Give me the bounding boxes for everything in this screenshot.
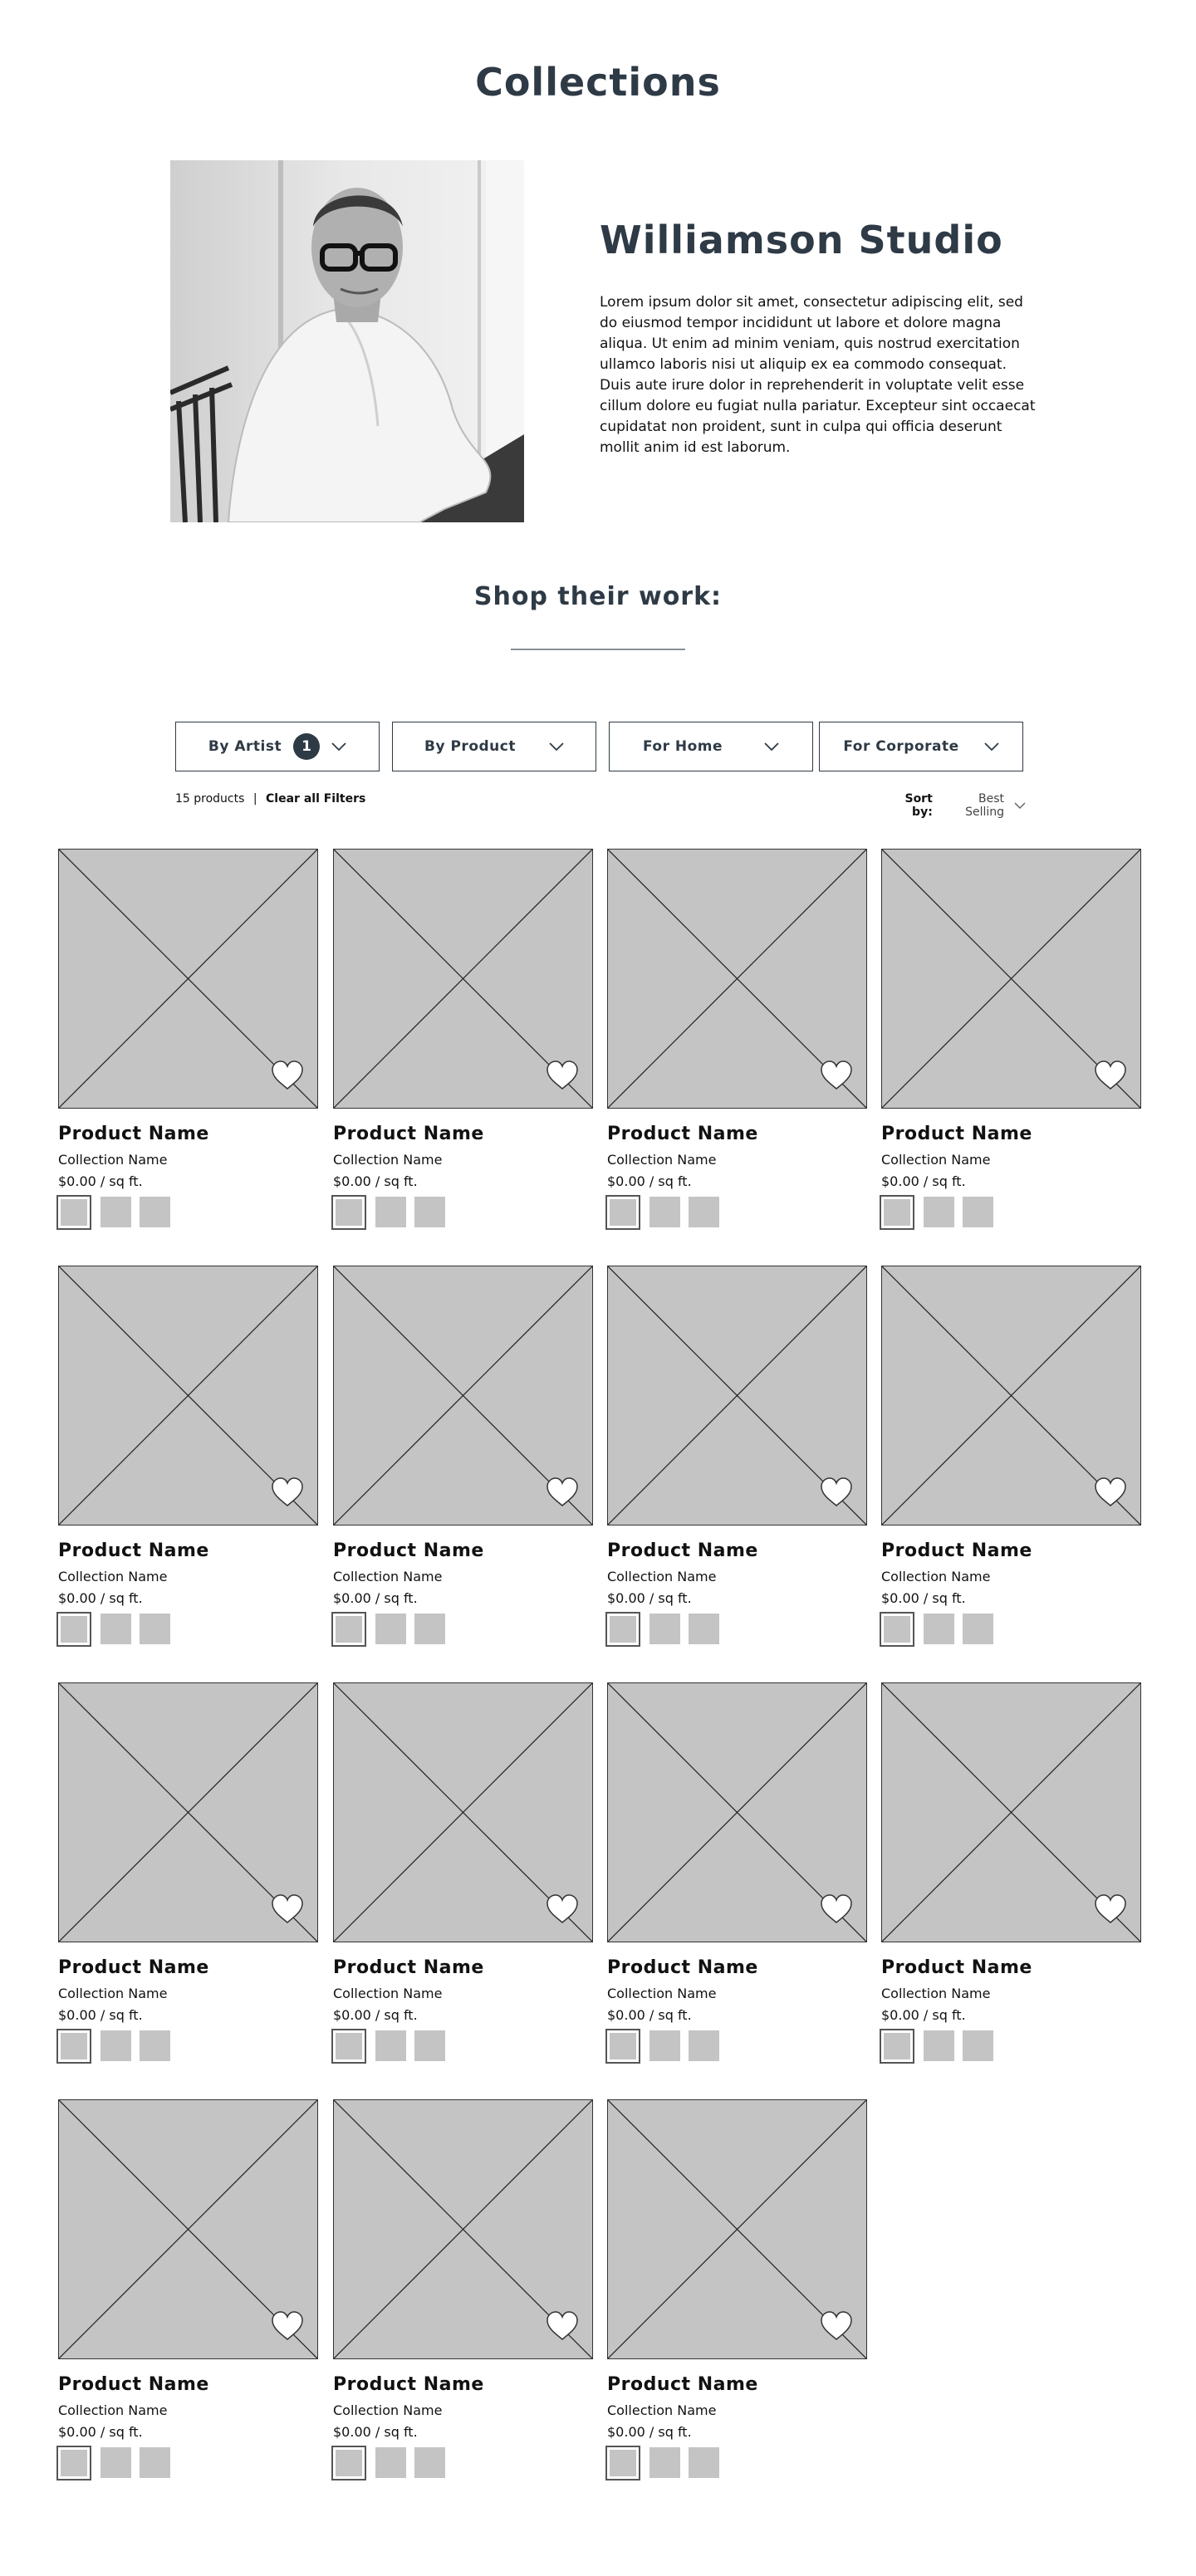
product-image-placeholder[interactable] (333, 1682, 593, 1942)
swatch[interactable] (924, 1197, 954, 1227)
swatch[interactable] (140, 1197, 170, 1227)
product-card[interactable] (333, 1266, 593, 1656)
swatch-selected[interactable] (605, 1195, 640, 1230)
product-name[interactable]: Product Name (881, 1540, 1032, 1561)
product-price: $0.00 / sq ft. (607, 2007, 692, 2023)
studio-description: Lorem ipsum dolor sit amet, consectetur adipiscing elit, sed do eiusmod tempor incididunt ut labore et dolore magna aliqua. Ut enim ad minim veniam, quis nostrud exercitation ullamco laboris nisi ut aliquip ex ea commodo consequat. Duis aute irure dolor in reprehenderit in voluptate velit esse cillum dolore eu fugiat nulla pariatur. Excepteur sint occaecat cupidatat non proident, sunt in culpa qui officia deserunt mollit anim id est laborum. (600, 294, 1036, 456)
swatch[interactable] (924, 2030, 954, 2061)
collection-name: Collection Name (607, 1986, 717, 2001)
product-price: $0.00 / sq ft. (58, 2424, 143, 2440)
product-card[interactable] (607, 849, 867, 1239)
product-image-placeholder[interactable] (333, 849, 593, 1109)
product-name[interactable]: Product Name (607, 1957, 758, 1978)
swatch[interactable] (689, 2447, 719, 2478)
collection-name: Collection Name (607, 2402, 717, 2418)
collection-name: Collection Name (58, 1152, 168, 1168)
swatch-selected[interactable] (605, 1612, 640, 1647)
heart-icon[interactable] (1094, 1893, 1127, 1925)
studio-name: Williamson Studio (600, 218, 1003, 262)
product-image-placeholder[interactable] (333, 2099, 593, 2359)
product-image-placeholder[interactable] (58, 1682, 318, 1942)
collection-name: Collection Name (58, 1986, 168, 2001)
swatch[interactable] (649, 2030, 680, 2061)
product-card[interactable] (881, 1682, 1141, 2073)
product-price: $0.00 / sq ft. (58, 1173, 143, 1189)
product-name[interactable]: Product Name (607, 1124, 758, 1144)
swatch-selected[interactable] (56, 2446, 91, 2481)
swatch[interactable] (414, 2447, 445, 2478)
filter-count-badge: 1 (293, 733, 320, 760)
swatch[interactable] (689, 2030, 719, 2061)
product-price: $0.00 / sq ft. (333, 2424, 418, 2440)
collection-name: Collection Name (881, 1569, 991, 1584)
heart-icon[interactable] (820, 1060, 853, 1091)
product-name[interactable]: Product Name (58, 1540, 209, 1561)
product-name[interactable]: Product Name (333, 2374, 484, 2395)
product-card[interactable] (881, 849, 1141, 1239)
product-price: $0.00 / sq ft. (58, 2007, 143, 2023)
product-image-placeholder[interactable] (881, 1682, 1141, 1942)
swatch[interactable] (100, 2447, 131, 2478)
collection-name: Collection Name (333, 2402, 443, 2418)
product-name[interactable]: Product Name (881, 1957, 1032, 1978)
swatch[interactable] (375, 2447, 406, 2478)
swatch-selected[interactable] (605, 2029, 640, 2064)
product-image-placeholder[interactable] (58, 2099, 318, 2359)
collection-name: Collection Name (333, 1986, 443, 2001)
swatch[interactable] (649, 1614, 680, 1644)
swatch[interactable] (963, 1197, 993, 1227)
product-name[interactable]: Product Name (333, 1540, 484, 1561)
product-price: $0.00 / sq ft. (881, 1590, 966, 1606)
product-card[interactable] (58, 1682, 318, 2073)
product-card[interactable] (333, 1682, 593, 2073)
collection-name: Collection Name (881, 1986, 991, 2001)
swatch-selected[interactable] (880, 2029, 914, 2064)
product-price: $0.00 / sq ft. (607, 1173, 692, 1189)
collection-name: Collection Name (58, 1569, 168, 1584)
swatch[interactable] (689, 1614, 719, 1644)
swatch[interactable] (689, 1197, 719, 1227)
product-name[interactable]: Product Name (58, 2374, 209, 2395)
swatch[interactable] (414, 2030, 445, 2061)
swatch-selected[interactable] (331, 1612, 366, 1647)
swatch-selected[interactable] (331, 1195, 366, 1230)
product-card[interactable] (607, 1266, 867, 1656)
product-name[interactable]: Product Name (607, 1540, 758, 1561)
heart-icon[interactable] (546, 1893, 579, 1925)
heart-icon[interactable] (820, 2310, 853, 2342)
heart-icon[interactable] (271, 1893, 304, 1925)
swatch[interactable] (414, 1197, 445, 1227)
swatch-selected[interactable] (56, 2029, 91, 2064)
product-card[interactable] (333, 2099, 593, 2490)
product-name[interactable]: Product Name (607, 2374, 758, 2395)
product-image-placeholder[interactable] (333, 1266, 593, 1526)
collection-name: Collection Name (881, 1152, 991, 1168)
swatch-selected[interactable] (880, 1195, 914, 1230)
product-card[interactable] (881, 1266, 1141, 1656)
sort-value: Best Selling (965, 792, 1005, 819)
page-title: Collections (475, 60, 721, 105)
swatch[interactable] (375, 1197, 406, 1227)
product-price: $0.00 / sq ft. (881, 1173, 966, 1189)
heart-icon[interactable] (546, 2310, 579, 2342)
swatch[interactable] (100, 1197, 131, 1227)
product-name[interactable]: Product Name (58, 1124, 209, 1144)
product-name[interactable]: Product Name (881, 1124, 1032, 1144)
swatch[interactable] (649, 1197, 680, 1227)
swatch-selected[interactable] (56, 1195, 91, 1230)
product-card[interactable] (58, 2099, 318, 2490)
product-name[interactable]: Product Name (58, 1957, 209, 1978)
heart-icon[interactable] (546, 1477, 579, 1508)
swatch[interactable] (140, 2030, 170, 2061)
product-price: $0.00 / sq ft. (607, 2424, 692, 2440)
swatch[interactable] (414, 1614, 445, 1644)
filter-label: For Corporate (843, 738, 959, 755)
product-image-placeholder[interactable] (881, 1266, 1141, 1526)
product-price: $0.00 / sq ft. (607, 1590, 692, 1606)
collection-name: Collection Name (607, 1569, 717, 1584)
swatch[interactable] (140, 1614, 170, 1644)
product-image-placeholder[interactable] (607, 849, 867, 1109)
swatch[interactable] (375, 2030, 406, 2061)
swatch[interactable] (100, 2030, 131, 2061)
separator: | (252, 792, 257, 806)
heart-icon[interactable] (1094, 1477, 1127, 1508)
product-card[interactable] (607, 2099, 867, 2490)
product-name[interactable]: Product Name (333, 1124, 484, 1144)
collection-name: Collection Name (333, 1569, 443, 1584)
product-image-placeholder[interactable] (58, 849, 318, 1109)
heart-icon[interactable] (271, 1477, 304, 1508)
product-card[interactable] (58, 1266, 318, 1656)
heart-icon[interactable] (820, 1477, 853, 1508)
product-image-placeholder[interactable] (881, 849, 1141, 1109)
product-image-placeholder[interactable] (607, 2099, 867, 2359)
filter-label: For Home (642, 738, 723, 755)
swatch[interactable] (963, 1614, 993, 1644)
product-name[interactable]: Product Name (333, 1957, 484, 1978)
collection-name: Collection Name (58, 2402, 168, 2418)
swatch-selected[interactable] (605, 2446, 640, 2481)
heart-icon[interactable] (271, 1060, 304, 1091)
swatch[interactable] (140, 2447, 170, 2478)
swatch-selected[interactable] (331, 2446, 366, 2481)
collection-name: Collection Name (333, 1152, 443, 1168)
heart-icon[interactable] (820, 1893, 853, 1925)
filter-label: By Artist (208, 738, 282, 755)
product-card[interactable] (333, 849, 593, 1239)
clear-filters-link[interactable]: Clear all Filters (266, 792, 366, 806)
product-card[interactable] (607, 1682, 867, 2073)
product-image-placeholder[interactable] (607, 1682, 867, 1942)
product-image-placeholder[interactable] (607, 1266, 867, 1526)
product-image-placeholder[interactable] (58, 1266, 318, 1526)
swatch[interactable] (649, 2447, 680, 2478)
swatch-selected[interactable] (880, 1612, 914, 1647)
sort-label: Sort by: (904, 792, 933, 819)
filter-label: By Product (424, 738, 516, 755)
product-count: 15 products (175, 792, 245, 806)
swatch-selected[interactable] (56, 1612, 91, 1647)
heart-icon[interactable] (546, 1060, 579, 1091)
swatch[interactable] (375, 1614, 406, 1644)
product-price: $0.00 / sq ft. (333, 1173, 418, 1189)
product-price: $0.00 / sq ft. (333, 2007, 418, 2023)
product-card[interactable] (58, 849, 318, 1239)
swatch-selected[interactable] (331, 2029, 366, 2064)
swatch[interactable] (100, 1614, 131, 1644)
shop-heading: Shop their work: (473, 582, 723, 611)
heart-icon[interactable] (1094, 1060, 1127, 1091)
swatch[interactable] (924, 1614, 954, 1644)
swatch[interactable] (963, 2030, 993, 2061)
collection-name: Collection Name (607, 1152, 717, 1168)
product-price: $0.00 / sq ft. (58, 1590, 143, 1606)
product-price: $0.00 / sq ft. (333, 1590, 418, 1606)
heart-icon[interactable] (271, 2310, 304, 2342)
product-price: $0.00 / sq ft. (881, 2007, 966, 2023)
